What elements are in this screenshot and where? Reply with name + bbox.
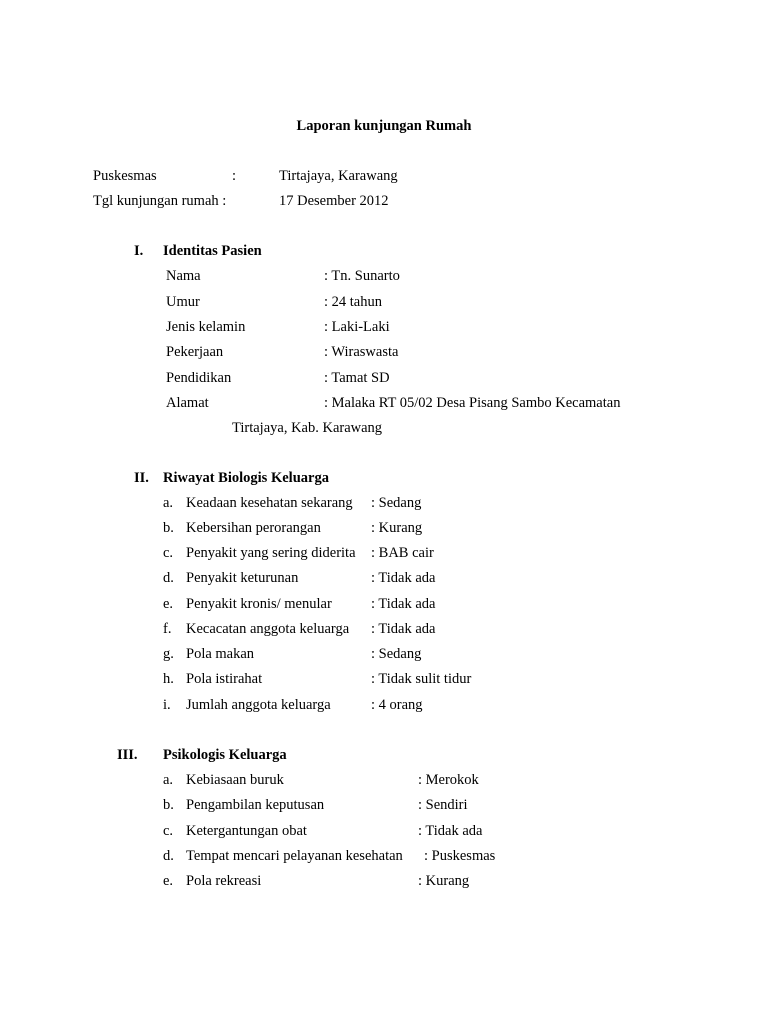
list-item-letter: b. bbox=[163, 797, 174, 813]
list-item-letter: d. bbox=[163, 570, 174, 586]
list-item-letter: b. bbox=[163, 520, 174, 536]
list-item-label: Jumlah anggota keluarga bbox=[186, 697, 331, 713]
list-item-value: : Tidak ada bbox=[371, 596, 436, 612]
puskesmas-value: Tirtajaya, Karawang bbox=[279, 168, 398, 184]
identitas-label: Pendidikan bbox=[166, 370, 232, 386]
list-item-letter: e. bbox=[163, 596, 174, 612]
tgl-value: 17 Desember 2012 bbox=[279, 193, 389, 209]
identitas-label: Nama bbox=[166, 268, 201, 284]
list-item-value: : Tidak ada bbox=[371, 621, 436, 637]
identitas-value: : Wiraswasta bbox=[324, 344, 399, 360]
identitas-label: Jenis kelamin bbox=[166, 319, 246, 335]
list-item-value: : Sedang bbox=[371, 495, 422, 511]
list-item-value: : Tidak ada bbox=[418, 823, 483, 839]
list-item-letter: h. bbox=[163, 671, 174, 687]
list-item-letter: d. bbox=[163, 848, 174, 864]
identitas-value: : Tn. Sunarto bbox=[324, 268, 400, 284]
list-item-value: : Kurang bbox=[418, 873, 470, 889]
section1-heading: Identitas Pasien bbox=[163, 243, 262, 259]
list-item-letter: a. bbox=[163, 495, 174, 511]
section3-heading: Psikologis Keluarga bbox=[163, 747, 287, 763]
list-item-letter: e. bbox=[163, 873, 174, 889]
list-item-value: : Sendiri bbox=[418, 797, 468, 813]
list-item-value: : Sedang bbox=[371, 646, 422, 662]
list-item-label: Keadaan kesehatan sekarang bbox=[186, 495, 353, 511]
list-item-label: Kecacatan anggota keluarga bbox=[186, 621, 350, 637]
list-item-value: : Merokok bbox=[418, 772, 479, 788]
list-item-value: : Kurang bbox=[371, 520, 423, 536]
list-item-value: : Puskesmas bbox=[424, 848, 496, 864]
list-item-label: Penyakit keturunan bbox=[186, 570, 299, 586]
section2-heading: Riwayat Biologis Keluarga bbox=[163, 470, 329, 486]
tgl-label: Tgl kunjungan rumah : bbox=[93, 193, 227, 209]
document-title: Laporan kunjungan Rumah bbox=[296, 118, 472, 134]
identitas-value: : Tamat SD bbox=[324, 370, 390, 386]
section1-number: I. bbox=[134, 243, 144, 259]
list-item-label: Pola makan bbox=[186, 646, 255, 662]
list-item-label: Ketergantungan obat bbox=[186, 823, 307, 839]
list-item-label: Pengambilan keputusan bbox=[186, 797, 325, 813]
identitas-value: : 24 tahun bbox=[324, 294, 382, 310]
list-item-label: Kebiasaan buruk bbox=[186, 772, 284, 788]
list-item-letter: i. bbox=[163, 697, 171, 713]
identitas-label: Pekerjaan bbox=[166, 344, 224, 360]
identitas-value: : Malaka RT 05/02 Desa Pisang Sambo Kecamatan bbox=[324, 395, 621, 411]
list-item-letter: c. bbox=[163, 545, 174, 561]
list-item-value: : Tidak ada bbox=[371, 570, 436, 586]
puskesmas-colon: : bbox=[232, 168, 237, 184]
list-item-value: : 4 orang bbox=[371, 697, 423, 713]
list-item-value: : BAB cair bbox=[371, 545, 434, 561]
list-item-letter: c. bbox=[163, 823, 174, 839]
section3-number: III. bbox=[117, 747, 138, 763]
list-item-label: Pola rekreasi bbox=[186, 873, 262, 889]
list-item-label: Penyakit kronis/ menular bbox=[186, 596, 332, 612]
list-item-label: Kebersihan perorangan bbox=[186, 520, 321, 536]
list-item-letter: f. bbox=[163, 621, 172, 637]
list-item-letter: g. bbox=[163, 646, 174, 662]
identitas-label: Umur bbox=[166, 294, 200, 310]
alamat-continuation: Tirtajaya, Kab. Karawang bbox=[232, 420, 383, 436]
identitas-label: Alamat bbox=[166, 395, 209, 411]
list-item-value: : Tidak sulit tidur bbox=[371, 671, 472, 687]
section2-number: II. bbox=[134, 470, 149, 486]
list-item-label: Tempat mencari pelayanan kesehatan bbox=[186, 848, 403, 864]
list-item-label: Penyakit yang sering diderita bbox=[186, 545, 356, 561]
list-item-label: Pola istirahat bbox=[186, 671, 263, 687]
puskesmas-label: Puskesmas bbox=[93, 168, 157, 184]
list-item-letter: a. bbox=[163, 772, 174, 788]
identitas-value: : Laki-Laki bbox=[324, 319, 390, 335]
